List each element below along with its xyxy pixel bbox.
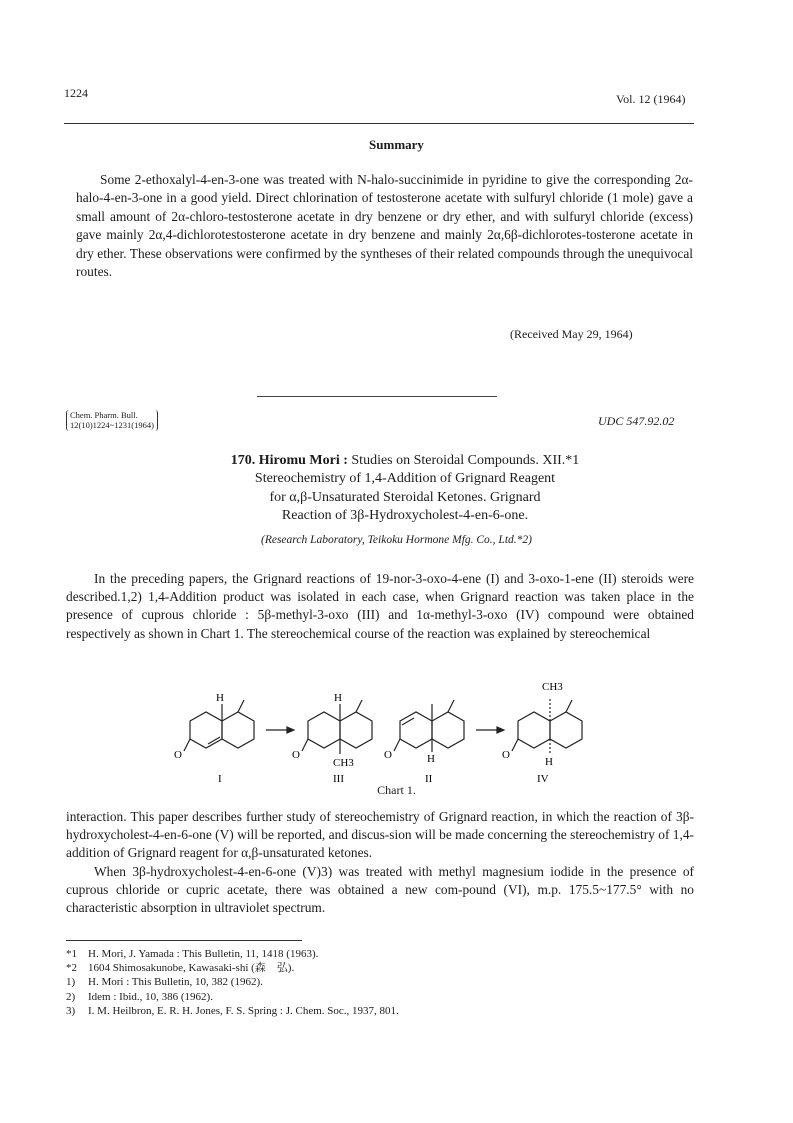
footnote-mark: *1 bbox=[66, 948, 77, 960]
summary-paragraph: Some 2-ethoxalyl-4-en-3-one was treated with N-halo-succinimide in pyridine to give the corresponding 2α-halo-4-en-3-one in a good yield. Direct chlorination of testosterone acetate with sulfuryl chloride (1 mole) gave a small amount of 2α-chloro-testosterone acetate in dry benzene or dry ether, and with sulfuryl chloride (excess) gave mainly 2α,4-dichlorotestosterone acetate in dry benzene and mainly 2α,6β-dichlorotes-tosterone acetate in dry ether. These observations were confirmed by the syntheses of their related compounds through the unequivocal routes. bbox=[76, 172, 693, 280]
atom-o: O bbox=[502, 749, 510, 761]
title-line-2: Stereochemistry of 1,4-Addition of Grignard Reagent bbox=[254, 471, 556, 487]
paragraph-intro: In the preceding papers, the Grignard reactions of 19-nor-3-oxo-4-ene (I) and 3-oxo-1-ene (II) steroids were described.1,2) 1,4-Addition product was isolated in each case, when Grignard reaction was taken place in the presence of cuprous chloride : 5β-methyl-3-oxo (III) and 1α-methyl-3-oxo (IV) compound were obtained respectively as shown in Chart 1. The stereochemical course of the reaction was explained by stereochemical bbox=[66, 571, 694, 641]
chart-caption: Chart 1. bbox=[377, 783, 416, 797]
article-title bbox=[120, 452, 690, 526]
header-rule bbox=[64, 123, 694, 124]
arrow-2 bbox=[476, 727, 504, 733]
received-date: (Received May 29, 1964) bbox=[510, 327, 633, 341]
atom-o: O bbox=[174, 749, 182, 761]
footnote bbox=[66, 947, 694, 961]
journal-ref-line: Chem. Pharm. Bull. bbox=[70, 410, 138, 420]
structure-I bbox=[184, 700, 254, 751]
footnote-mark: 3) bbox=[66, 1004, 76, 1017]
atom-h: H bbox=[427, 753, 435, 765]
summary-body bbox=[76, 171, 693, 281]
summary-title: Summary bbox=[369, 137, 424, 152]
title-text: Studies on Steroidal Compounds. XII.*1 bbox=[351, 453, 580, 468]
structure-III bbox=[302, 700, 372, 754]
footnote bbox=[66, 990, 694, 1004]
atom-o: O bbox=[384, 749, 392, 761]
article-author: Hiromu Mori : bbox=[258, 453, 348, 468]
structure-II bbox=[394, 700, 464, 752]
compound-label: II bbox=[425, 773, 433, 785]
atom-h: H bbox=[334, 692, 342, 704]
footnote-mark: 2) bbox=[66, 990, 76, 1003]
paragraph-continued: interaction. This paper describes further study of stereochemistry of Grignard reaction, in which the reaction of 3β-hydroxycholest-4-en-6-one (V) will be reported, and discus-sion will be made concerning the stereochemistry of 1,4-addition of Grignard reagent for α,β-unsaturated ketones. bbox=[66, 809, 694, 861]
footnote-mark: *2 bbox=[66, 962, 77, 975]
section-divider bbox=[257, 396, 497, 397]
paragraph-results: When 3β-hydroxycholest-4-en-6-one (V)3) was treated with methyl magnesium iodide in the presence of cuprous chloride or cupric acetate, there was obtained a new com-pound (VI), m.p. 175.5~177.5° with no characteristic absorption in ultraviolet spectrum. bbox=[66, 863, 694, 916]
body-text-lower bbox=[66, 808, 694, 917]
compound-label: IV bbox=[537, 773, 549, 785]
journal-reference bbox=[66, 410, 158, 431]
compound-label: III bbox=[333, 773, 344, 785]
chart-1-structures bbox=[170, 676, 590, 788]
journal-ref-line: 12(10)1224~1231(1964) bbox=[70, 419, 154, 430]
article-number: 170. bbox=[230, 453, 256, 468]
footnote bbox=[66, 1004, 694, 1018]
atom-h: H bbox=[216, 692, 224, 704]
structure-IV bbox=[512, 698, 582, 754]
footnote-rule bbox=[66, 940, 302, 941]
volume-label: Vol. 12 (1964) bbox=[616, 92, 686, 106]
page-number: 1224 bbox=[64, 86, 88, 100]
footnote bbox=[66, 975, 694, 989]
compound-label: I bbox=[218, 773, 222, 785]
title-line-3: for α,β-Unsaturated Steroidal Ketones. Grignard bbox=[269, 489, 541, 505]
footnotes bbox=[66, 947, 694, 1018]
arrow-1 bbox=[266, 727, 294, 733]
atom-h: H bbox=[545, 756, 553, 768]
footnote bbox=[66, 961, 694, 975]
udc-code: UDC 547.92.02 bbox=[598, 414, 675, 428]
affiliation: (Research Laboratory, Teikoku Hormone Mfg. Co., Ltd.*2) bbox=[261, 534, 532, 546]
footnote-text: 1604 Shimosakunobe, Kawasaki-shi (森 弘). bbox=[88, 962, 295, 975]
body-text-upper bbox=[66, 570, 694, 643]
atom-o: O bbox=[292, 749, 300, 761]
footnote-text: I. M. Heilbron, E. R. H. Jones, F. S. Spring : J. Chem. Soc., 1937, 801. bbox=[88, 1004, 399, 1017]
title-line-4: Reaction of 3β-Hydroxycholest-4-en-6-one. bbox=[281, 508, 529, 524]
atom-ch3: CH3 bbox=[333, 757, 354, 769]
footnote-mark: 1) bbox=[66, 976, 76, 989]
atom-ch3: CH3 bbox=[542, 681, 563, 693]
footnote-text: H. Mori, J. Yamada : This Bulletin, 11, 1418 (1963). bbox=[88, 948, 319, 960]
title-line-1 bbox=[120, 452, 690, 470]
footnote-text: Idem : Ibid., 10, 386 (1962). bbox=[88, 990, 213, 1003]
footnote-text: H. Mori : This Bulletin, 10, 382 (1962). bbox=[88, 976, 263, 989]
